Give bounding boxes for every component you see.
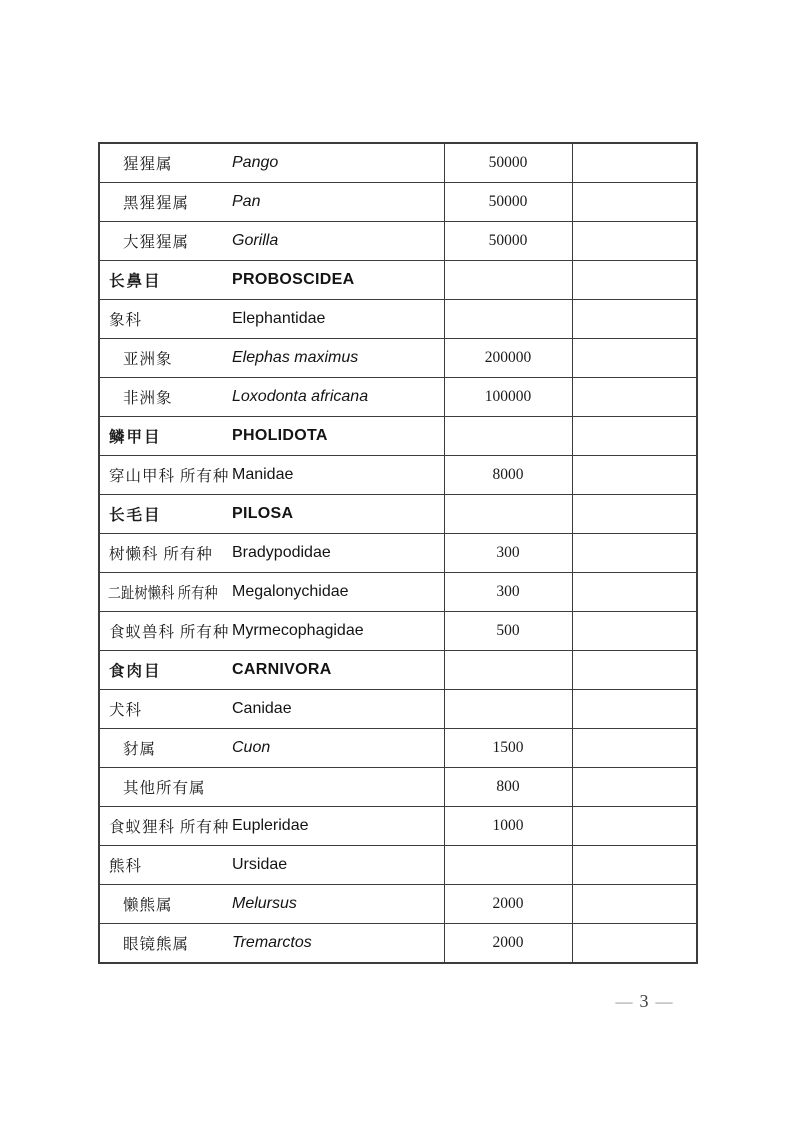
table-row	[99, 339, 697, 378]
table-row	[99, 846, 697, 885]
cell-name	[99, 573, 444, 612]
scientific-name: Elephas maximus	[232, 349, 359, 366]
cell-quantity: 50000	[444, 222, 572, 261]
scientific-name: Tremarctos	[232, 934, 312, 951]
cell-name	[99, 807, 444, 846]
chinese-name: 树懒科 所有种	[109, 546, 213, 563]
name-wrap	[100, 300, 444, 338]
page-footer	[592, 991, 696, 1012]
species-quota-table-body	[99, 143, 697, 963]
table-row	[99, 261, 697, 300]
name-wrap	[100, 729, 444, 767]
cell-quantity: 200000	[444, 339, 572, 378]
table-row	[99, 300, 697, 339]
table-row	[99, 612, 697, 651]
cell-name	[99, 339, 444, 378]
cell-name	[99, 612, 444, 651]
cell-quantity: 300	[444, 534, 572, 573]
cell-notes	[572, 924, 697, 964]
cell-name	[99, 143, 444, 183]
cell-name	[99, 378, 444, 417]
cell-notes	[572, 261, 697, 300]
cell-quantity: 8000	[444, 456, 572, 495]
cell-notes	[572, 143, 697, 183]
cell-quantity	[444, 417, 572, 456]
chinese-name: 猩猩属	[123, 156, 173, 173]
scientific-name: CARNIVORA	[232, 661, 332, 678]
scientific-name: Loxodonta africana	[232, 388, 369, 405]
name-wrap	[100, 144, 444, 182]
cell-name	[99, 690, 444, 729]
chinese-name: 眼镜熊属	[123, 936, 190, 953]
scientific-name: Canidae	[232, 700, 292, 717]
table-row	[99, 495, 697, 534]
cell-quantity	[444, 690, 572, 729]
name-wrap	[100, 924, 444, 962]
cell-quantity: 50000	[444, 183, 572, 222]
chinese-name: 犬科	[109, 702, 143, 719]
cell-name	[99, 183, 444, 222]
cell-notes	[572, 768, 697, 807]
table-row	[99, 378, 697, 417]
chinese-name: 食蚁兽科 所有种	[109, 624, 230, 641]
cell-name	[99, 651, 444, 690]
scientific-name: Melursus	[232, 895, 297, 912]
scientific-name: Manidae	[232, 466, 294, 483]
cell-quantity: 2000	[444, 924, 572, 964]
chinese-name: 非洲象	[123, 390, 173, 407]
name-wrap	[100, 846, 444, 884]
name-wrap	[100, 807, 444, 845]
cell-name	[99, 846, 444, 885]
cell-notes	[572, 690, 697, 729]
chinese-name: 长毛目	[109, 507, 162, 524]
name-wrap	[100, 573, 444, 611]
cell-quantity	[444, 261, 572, 300]
table-row	[99, 143, 697, 183]
cell-quantity	[444, 495, 572, 534]
name-wrap	[100, 417, 444, 455]
cell-notes	[572, 378, 697, 417]
chinese-name: 鳞甲目	[109, 429, 162, 446]
table-row	[99, 222, 697, 261]
cell-quantity: 2000	[444, 885, 572, 924]
cell-notes	[572, 495, 697, 534]
scientific-name: Eupleridae	[232, 817, 309, 834]
scientific-name: Ursidae	[232, 856, 288, 873]
table-row	[99, 573, 697, 612]
cell-name	[99, 417, 444, 456]
cell-name	[99, 261, 444, 300]
cell-quantity: 1000	[444, 807, 572, 846]
cell-notes	[572, 846, 697, 885]
cell-name	[99, 885, 444, 924]
scientific-name: Pango	[232, 154, 279, 171]
cell-notes	[572, 339, 697, 378]
scientific-name: Myrmecophagidae	[232, 622, 364, 639]
name-wrap	[100, 183, 444, 221]
name-wrap	[100, 378, 444, 416]
scientific-name: PHOLIDOTA	[232, 427, 328, 444]
cell-quantity: 100000	[444, 378, 572, 417]
page-number: 3	[639, 991, 649, 1011]
table-row	[99, 417, 697, 456]
cell-name	[99, 729, 444, 768]
cell-quantity: 800	[444, 768, 572, 807]
table-row	[99, 924, 697, 964]
cell-name	[99, 300, 444, 339]
cell-quantity: 50000	[444, 143, 572, 183]
table-row	[99, 729, 697, 768]
name-wrap	[100, 768, 444, 806]
table-row	[99, 690, 697, 729]
chinese-name: 二趾树懒科 所有种	[107, 585, 218, 602]
chinese-name: 大猩猩属	[123, 234, 190, 251]
cell-quantity	[444, 300, 572, 339]
name-wrap	[100, 651, 444, 689]
chinese-name: 黑猩猩属	[123, 195, 190, 212]
cell-notes	[572, 573, 697, 612]
name-wrap	[100, 339, 444, 377]
cell-notes	[572, 885, 697, 924]
cell-name	[99, 768, 444, 807]
table-row	[99, 885, 697, 924]
table-row	[99, 183, 697, 222]
name-wrap	[100, 690, 444, 728]
scientific-name: Gorilla	[232, 232, 279, 249]
cell-notes	[572, 612, 697, 651]
footer-dash-left: —	[615, 991, 633, 1011]
cell-quantity	[444, 846, 572, 885]
cell-quantity	[444, 651, 572, 690]
cell-notes	[572, 183, 697, 222]
chinese-name: 长鼻目	[109, 273, 162, 290]
scientific-name: Elephantidae	[232, 310, 326, 327]
name-wrap	[100, 885, 444, 923]
cell-quantity: 500	[444, 612, 572, 651]
scientific-name: Megalonychidae	[232, 583, 349, 600]
scientific-name: PROBOSCIDEA	[232, 271, 355, 288]
chinese-name: 象科	[109, 312, 143, 329]
footer-dash-right: —	[655, 991, 673, 1011]
cell-name	[99, 924, 444, 964]
chinese-name: 其他所有属	[123, 780, 206, 797]
cell-quantity: 300	[444, 573, 572, 612]
cell-notes	[572, 729, 697, 768]
name-wrap	[100, 612, 444, 650]
species-quota-table	[98, 142, 698, 964]
table-row	[99, 651, 697, 690]
cell-notes	[572, 456, 697, 495]
cell-notes	[572, 222, 697, 261]
scientific-name: PILOSA	[232, 505, 294, 522]
scientific-name: Bradypodidae	[232, 544, 331, 561]
table-row	[99, 807, 697, 846]
cell-name	[99, 534, 444, 573]
cell-notes	[572, 807, 697, 846]
table-row	[99, 768, 697, 807]
chinese-name: 食肉目	[109, 663, 162, 680]
chinese-name: 穿山甲科 所有种	[109, 468, 230, 485]
chinese-name: 豺属	[123, 741, 157, 758]
chinese-name: 熊科	[109, 858, 143, 875]
cell-notes	[572, 417, 697, 456]
cell-notes	[572, 534, 697, 573]
cell-quantity: 1500	[444, 729, 572, 768]
cell-name	[99, 495, 444, 534]
cell-name	[99, 222, 444, 261]
scientific-name: Cuon	[232, 739, 271, 756]
name-wrap	[100, 222, 444, 260]
chinese-name: 亚洲象	[123, 351, 173, 368]
cell-notes	[572, 300, 697, 339]
table-row	[99, 456, 697, 495]
cell-notes	[572, 651, 697, 690]
name-wrap	[100, 261, 444, 299]
chinese-name: 懒熊属	[123, 897, 173, 914]
cell-name	[99, 456, 444, 495]
table-row	[99, 534, 697, 573]
chinese-name: 食蚁狸科 所有种	[109, 819, 230, 836]
name-wrap	[100, 495, 444, 533]
name-wrap	[100, 456, 444, 494]
name-wrap	[100, 534, 444, 572]
scientific-name: Pan	[232, 193, 261, 210]
